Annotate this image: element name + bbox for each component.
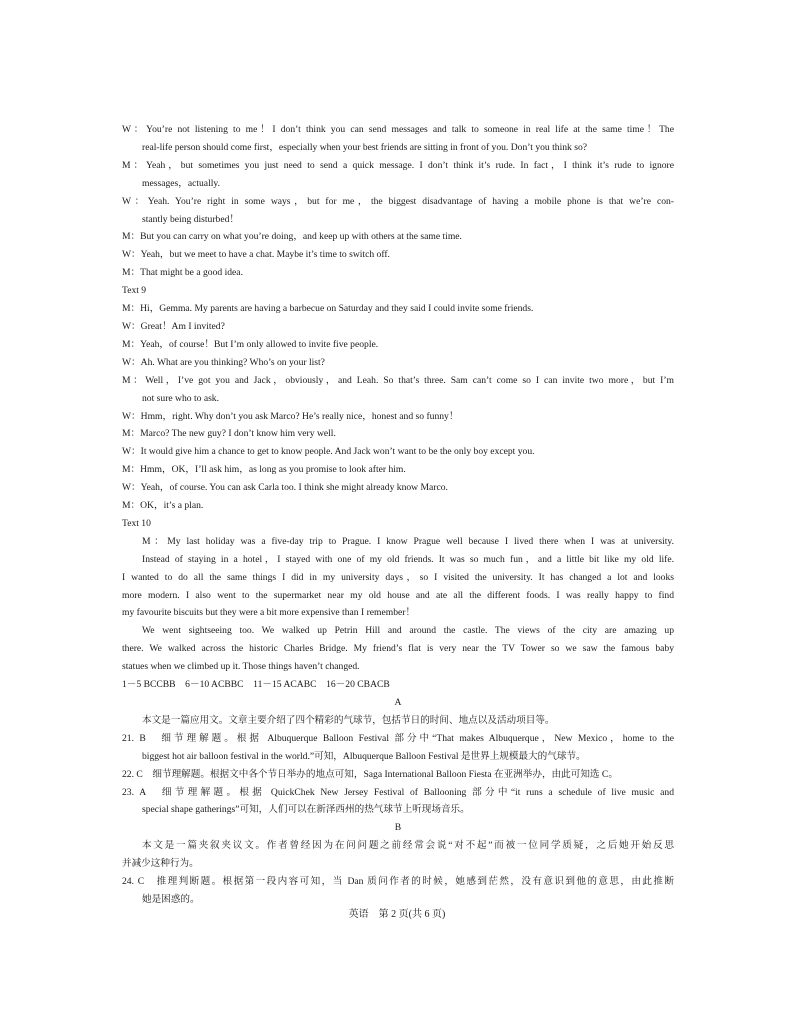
dialogue-line: W：You’re not listening to me！I don’t think you can send messages and talk to someone in real life at the same time！The	[122, 124, 674, 135]
dialogue-line: W：Yeah，but we meet to have a chat. Maybe it’s time to switch off.	[122, 249, 390, 261]
dialogue-text-9	[122, 300, 674, 515]
dialogue-line: W：Yeah，of course. You can ask Carla too. I think she might already know Marco.	[122, 482, 448, 494]
paragraph-line: Instead of staying in a hotel，I stayed with one of my old friends. It was so much fun，and a little bit like my old life.	[142, 553, 674, 565]
dialogue-line: M：Hi，Gemma. My parents are having a barbecue on Saturday and they said I could invite some friends.	[122, 303, 534, 315]
dialogue-line: M：Yeah，of course！But I’m only allowed to invite five people.	[122, 338, 379, 350]
explanation-line: biggest hot air balloon festival in the world.”可知，Albuquerque Balloon Festival 是世界上规模最大的气球节。	[142, 750, 586, 762]
dialogue-line: M：OK，it’s a plan.	[122, 500, 204, 512]
paragraph-line: M：My last holiday was a five-day trip to Prague. I know Prague well because I lived there when I was at university.	[142, 535, 674, 547]
dialogue-line: M：That might be a good idea.	[122, 267, 243, 279]
dialogue-line: stantly being disturbed！	[142, 213, 239, 225]
dialogue-line: real-life person should come first，especially when your best friends are sitting in front of you. Don’t you think so?	[142, 141, 588, 153]
dialogue-line: W：Ah. What are you thinking? Who’s on your list?	[122, 356, 325, 368]
paragraph-line: I wanted to do all the same things I did in my university days，so I visited the university. It has changed a lot and looks	[122, 571, 674, 583]
dialogue-line: M：Yeah，but sometimes you just need to send a quick message. I don’t think it’s rude. In fact，I think it’s rude to ignore	[122, 159, 674, 171]
paragraph-line: there. We walked across the historic Charles Bridge. My friend’s flat is very near the TV Tower so we saw the famous baby	[122, 643, 674, 655]
text-10-heading: Text 10	[122, 517, 151, 529]
dialogue-line: messages，actually.	[142, 177, 220, 189]
explanation-line: 22. C 细节理解题。根据文中各个节日举办的地点可知，Saga International Balloon Fiesta 在亚洲举办，由此可知选 C。	[122, 768, 618, 780]
section-b-heading: B	[394, 822, 402, 834]
explanation-line: 本文是一篇应用文。文章主要介绍了四个精彩的气球节，包括节日的时间、地点以及活动项目等。	[142, 714, 555, 726]
dialogue-line: M：But you can carry on what you’re doing，and keep up with others at the same time.	[122, 231, 462, 243]
page-footer: 英语 第 2 页(共 6 页)	[348, 909, 446, 920]
dialogue-line: W：Yeah. You’re right in some ways，but for me，the biggest disadvantage of having a mobile phone is that we’re con-	[122, 195, 674, 207]
explanation-line: 24. C 推理判断题。根据第一段内容可知，当 Dan 质问作者的时候，她感到茫然，没有意识到他的意思，由此推断	[122, 876, 674, 888]
dialogue-line: not sure who to ask.	[142, 392, 220, 404]
paragraph-line: We went sightseeing too. We walked up Petrin Hill and around the castle. The views of the city are amazing up	[142, 625, 674, 637]
dialogue-line: W：Hmm，right. Why don’t you ask Marco? He’s really nice，honest and so funny！	[122, 410, 459, 422]
answer-page	[122, 121, 674, 909]
paragraph-line: my favourite biscuits but they were a bit more expensive than I remember！	[122, 607, 416, 619]
explanation-line: 她是困惑的。	[142, 893, 200, 905]
dialogue-line: M：Hmm，OK，I’ll ask him，as long as you promise to look after him.	[122, 464, 406, 476]
section-b-explanations	[122, 837, 674, 909]
explanation-line: 23. A 细节理解题。根据 QuickChek New Jersey Festival of Ballooning 部分中“it runs a schedule of live music and	[122, 786, 674, 798]
text-9-heading: Text 9	[122, 285, 147, 297]
paragraph-line: more modern. I also went to the supermarket near my old house and ate all the different foods. I was really happy to find	[122, 589, 674, 601]
section-a-explanations	[122, 712, 674, 819]
explanation-line: 并减少这种行为。	[122, 858, 199, 870]
dialogue-text-8	[122, 121, 674, 282]
explanation-line: 21. B 细节理解题。根据 Albuquerque Balloon Festival 部分中“That makes Albuquerque，New Mexico，home to the	[122, 732, 674, 744]
monologue-text-10	[122, 533, 674, 676]
explanation-line: 本文是一篇夹叙夹议文。作者曾经因为在问问题之前经常会说“对不起”而被一位同学质疑，之后她开始反思	[142, 840, 674, 852]
answer-key: 1－5 BCCBB 6－10 ACBBC 11－15 ACABC 16－20 CBACB	[122, 679, 390, 691]
section-a-heading: A	[394, 697, 402, 708]
dialogue-line: M：Marco? The new guy? I don’t know him very well.	[122, 428, 336, 440]
dialogue-line: W：It would give him a chance to get to know people. And Jack won’t want to be the only boy except you.	[122, 446, 535, 458]
dialogue-line: M：Well，I’ve got you and Jack，obviously，and Leah. So that’s three. Sam can’t come so I can invite two more，but I’m	[122, 374, 674, 386]
dialogue-line: W：Great！Am I invited?	[122, 320, 225, 332]
explanation-line: special shape gatherings”可知，人们可以在新泽西州的热气球节上听现场音乐。	[142, 804, 470, 816]
paragraph-line: statues when we climbed up it. Those things haven’t changed.	[122, 661, 360, 673]
